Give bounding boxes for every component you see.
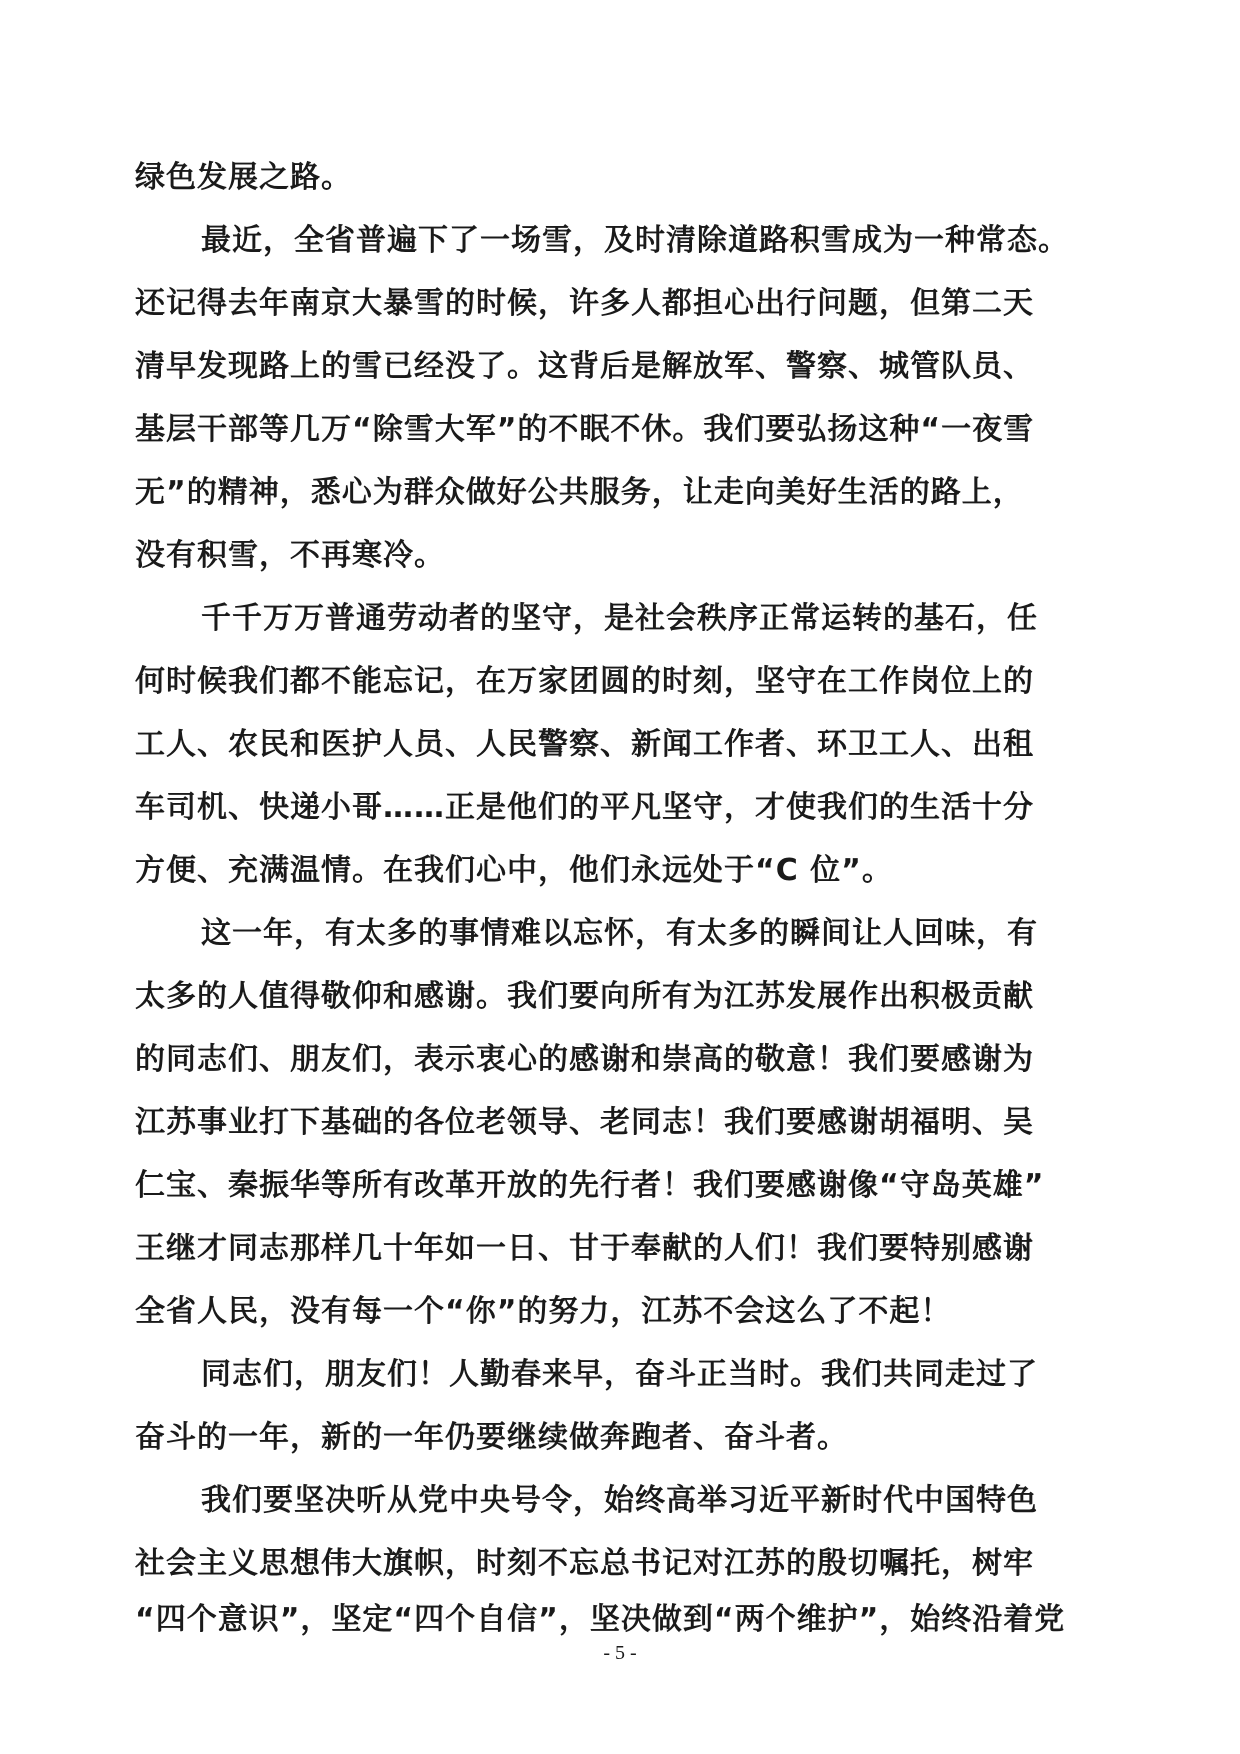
text-line: 清早发现路上的雪已经没了。这背后是解放军、警察、城管队员、 bbox=[135, 349, 1034, 384]
text-line: 全省人民，没有每一个“你”的努力，江苏不会这么了不起！ bbox=[135, 1294, 952, 1329]
paragraph-first-line: 同志们，朋友们！人勤春来早，奋斗正当时。我们共同走过了 bbox=[201, 1357, 1038, 1392]
paragraph-first-line: 千千万万普通劳动者的坚守，是社会秩序正常运转的基石，任 bbox=[201, 601, 1038, 636]
text-line: 何时候我们都不能忘记，在万家团圆的时刻，坚守在工作岗位上的 bbox=[135, 664, 1034, 699]
paragraph-first-line: 最近，全省普遍下了一场雪，及时清除道路积雪成为一种常态。 bbox=[201, 223, 1069, 258]
text-line: 还记得去年南京大暴雪的时候，许多人都担心出行问题，但第二天 bbox=[135, 286, 1034, 321]
text-line: 奋斗的一年，新的一年仍要继续做奔跑者、奋斗者。 bbox=[135, 1420, 848, 1455]
text-line: 车司机、快递小哥……正是他们的平凡坚守，才使我们的生活十分 bbox=[135, 790, 1034, 825]
paragraph-first-line: 这一年，有太多的事情难以忘怀，有太多的瞬间让人回味，有 bbox=[201, 916, 1038, 951]
text-line: 绿色发展之路。 bbox=[135, 160, 352, 195]
text-line: 无”的精神，悉心为群众做好公共服务，让走向美好生活的路上， bbox=[135, 475, 1024, 510]
text-line: 王继才同志那样几十年如一日、甘于奉献的人们！我们要特别感谢 bbox=[135, 1231, 1034, 1266]
text-line: 工人、农民和医护人员、人民警察、新闻工作者、环卫工人、出租 bbox=[135, 727, 1034, 762]
text-line: “四个意识”，坚定“四个自信”，坚决做到“两个维护”，始终沿着党 bbox=[135, 1602, 1066, 1637]
text-line: 江苏事业打下基础的各位老领导、老同志！我们要感谢胡福明、吴 bbox=[135, 1105, 1034, 1140]
text-line: 的同志们、朋友们，表示衷心的感谢和崇高的敬意！我们要感谢为 bbox=[135, 1042, 1034, 1077]
text-line: 社会主义思想伟大旗帜，时刻不忘总书记对江苏的殷切嘱托，树牢 bbox=[135, 1546, 1034, 1581]
text-line: 仁宝、秦振华等所有改革开放的先行者！我们要感谢像“守岛英雄” bbox=[135, 1168, 1045, 1203]
paragraph-first-line: 我们要坚决听从党中央号令，始终高举习近平新时代中国特色 bbox=[201, 1483, 1038, 1518]
page-number: - 5 - bbox=[603, 1642, 637, 1664]
text-line: 方便、充满温情。在我们心中，他们永远处于“C 位”。 bbox=[135, 853, 893, 888]
text-line: 基层干部等几万“除雪大军”的不眠不休。我们要弘扬这种“一夜雪 bbox=[135, 412, 1035, 447]
text-line: 没有积雪，不再寒冷。 bbox=[135, 538, 445, 573]
text-line: 太多的人值得敬仰和感谢。我们要向所有为江苏发展作出积极贡献 bbox=[135, 979, 1034, 1014]
